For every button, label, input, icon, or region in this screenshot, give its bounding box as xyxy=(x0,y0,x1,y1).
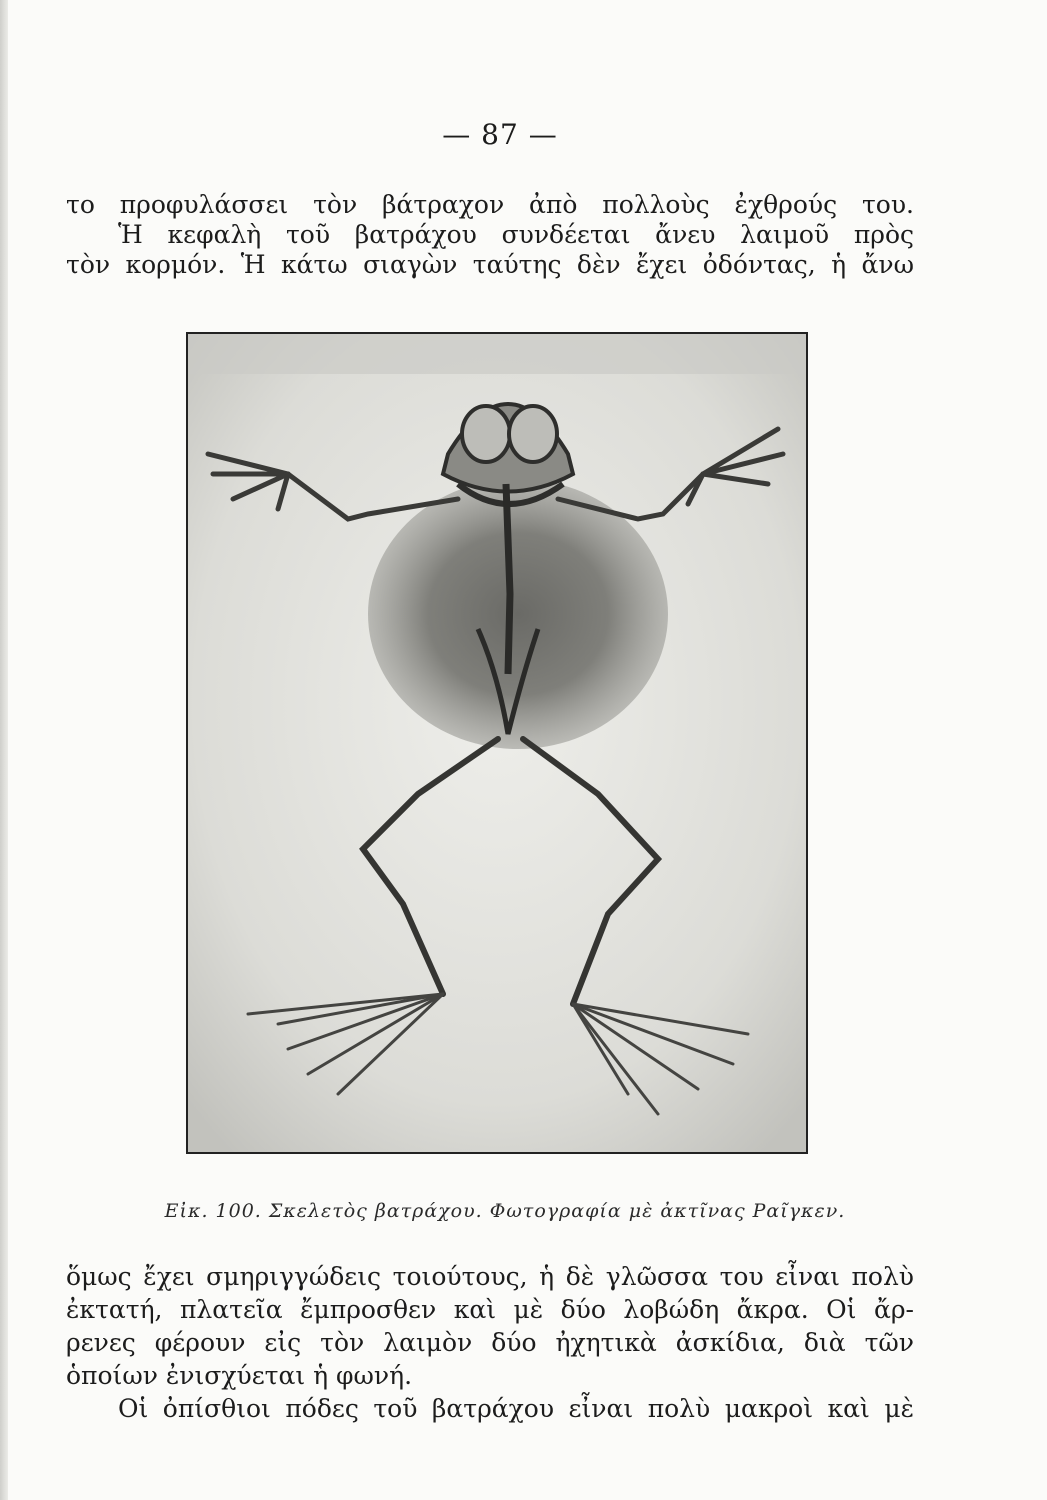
page-number: — 87 — xyxy=(442,118,558,151)
text-line: Οἱ ὀπίσθιοι πόδες τοῦ βατράχου εἶναι πολὺ μακροὶ καὶ μὲ xyxy=(118,1394,914,1423)
text-line: Ἡ κεφαλὴ τοῦ βατράχου συνδέεται ἄνευ λαιμοῦ πρὸς xyxy=(118,220,914,249)
text-line: τὸν κορμόν. Ἡ κάτω σιαγὼν ταύτης δὲν ἔχει ὀδόντας, ἡ ἄνω xyxy=(66,250,914,279)
text-line: το προφυλάσσει τὸν βάτραχον ἀπὸ πολλοὺς ἐχθρούς του. xyxy=(66,190,914,219)
figure-caption: Εἰκ. 100. Σκελετὸς βατράχου. Φωτογραφία μὲ ἀκτῖνας Ραῖγκεν. xyxy=(164,1200,846,1222)
frog-body-shadow xyxy=(368,479,668,749)
frog-skeleton-xray-image xyxy=(188,334,806,1152)
top-paragraph xyxy=(66,190,914,280)
bottom-paragraph xyxy=(66,1260,914,1425)
text-line: ὁποίων ἐνισχύεται ἡ φωνή. xyxy=(66,1361,413,1390)
text-line: ἐκτατή, πλατεῖα ἔμπροσθεν καὶ μὲ δύο λοβώδη ἄκρα. Οἱ ἄρ- xyxy=(66,1295,914,1324)
text-line: ρενες φέρουν εἰς τὸν λαιμὸν δύο ἠχητικὰ ἀσκίδια, διὰ τῶν xyxy=(66,1328,914,1357)
page-gutter-shadow xyxy=(0,0,8,1500)
text-line: ὅμως ἔχει σμηριγγώδεις τοιούτους, ἡ δὲ γλῶσσα του εἶναι πολὺ xyxy=(66,1262,914,1291)
frog-skeleton-xray-figure xyxy=(186,332,808,1154)
